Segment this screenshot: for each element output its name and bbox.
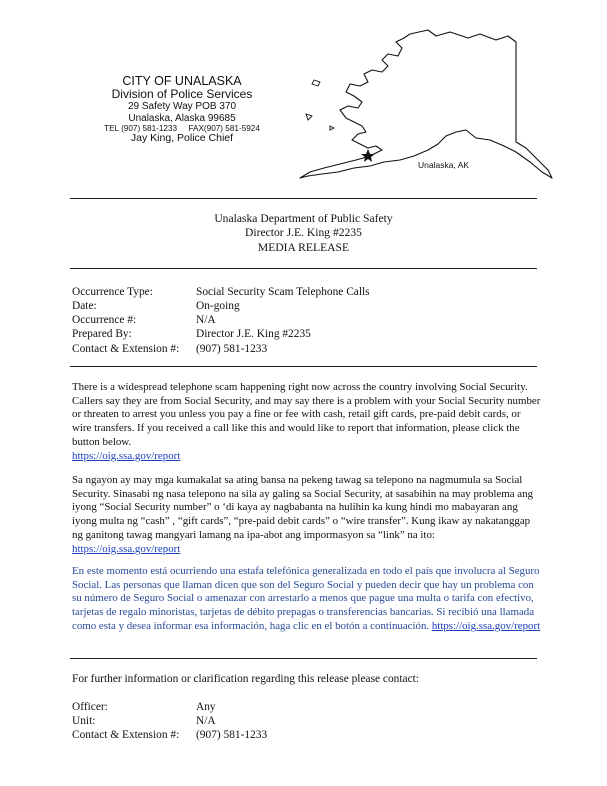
detail-row [72,299,370,313]
detail-row [72,285,370,299]
tagalog-text: Sa ngayon ay may mga kumakalat sa ating bansa na pekeng tawag sa telepono na nagmumula sa Social Security. Sinasabi ng nasa telepono na sila ay galing sa Social Security, at sasabihin na may problema ang iyong “Social Security number” o ‘di kaya ay nagbabanta na hulihin ka kung hindi mo mabayaran ang iyong multa ng “cash” , “gift cards”, “pre-paid debit cards” o “wire transfer”. Kung ikaw ay nakatanggap ng ganitong tawag mangyari lamang na ipa-abot ang impormasyon sa “link” na ito: [72,474,539,541]
contact-label: Contact & Extension #: [72,729,180,742]
detail-row [72,342,370,356]
contact-intro: For further information or clarification regarding this release please contact: [72,673,419,685]
contact-label: Officer: [72,701,108,713]
spanish-paragraph [72,565,542,634]
detail-value: Director J.E. King #2235 [196,328,311,341]
divider [70,268,537,269]
contact-details [72,700,267,742]
city-name: CITY OF UNALASKA [122,74,242,88]
detail-label: Occurrence Type: [72,286,153,298]
divider [70,366,537,367]
detail-row [72,313,370,327]
release-header [70,212,537,255]
report-link[interactable]: https://oig.ssa.gov/report [431,619,541,632]
detail-label: Contact & Extension #: [72,342,180,355]
police-chief: Jay King, Police Chief [130,132,234,144]
detail-label: Date: [72,300,97,313]
contact-value: Any [196,701,216,713]
contact-row [72,714,267,728]
contact-row [72,728,267,742]
report-link[interactable]: https://oig.ssa.gov/report [72,449,181,462]
contact-value: (907) 581-1233 [196,729,268,742]
address-line-2: Unalaska, Alaska 99685 [128,112,236,124]
detail-value: (907) 581-1233 [196,342,268,355]
contact-value: N/A [196,715,216,728]
detail-value: N/A [196,314,216,327]
contact-row [72,700,267,714]
detail-row [72,327,370,341]
director-name: Director J.E. King #2235 [245,226,362,240]
release-type: MEDIA RELEASE [257,240,350,254]
report-link[interactable]: https://oig.ssa.gov/report [72,542,181,555]
detail-value: On-going [196,300,240,313]
letterhead [82,74,282,145]
spanish-text: En este momento está ocurriendo una estafa telefónica generalizada en todo el país que involucra al Seguro Social. Las personas que llaman dicen que son del Seguro Social y pueden decir que hay un problema con su número de Seguro Social o amenazar con arrestarlo a menos que pague una multa o tarifa con efectivo, tarjetas de regalo minoristas, tarjetas de débito prepagas o transferencias bancarias. Si recibió una llamada como esta y desea informar esa información, haga clic en el botón a continuación. [72,565,540,632]
contact-label: Unit: [72,715,96,728]
phone-fax: TEL (907) 581-1233 FAX(907) 581-5924 [104,123,260,133]
map-label: Unalaska, AK [418,160,470,170]
divider [70,658,537,659]
department-name: Unalaska Department of Public Safety [214,212,393,225]
alaska-map-icon [290,22,560,182]
division-name: Division of Police Services [111,87,253,101]
divider [70,198,537,199]
english-text: There is a widespread telephone scam happening right now across the country involving Social Security. Callers say they are from Social Security, and may say there is a problem with your Social Security number or threaten to arrest you unless you pay a fine or fee with cash, retail gift cards, pre-paid debit cards, or wire transfers. If you received a call like this and would like to report that information, please click the button below. [72,381,541,448]
tagalog-paragraph [72,474,542,556]
english-paragraph [72,381,542,463]
address-line-1: 29 Safety Way POB 370 [127,101,237,113]
detail-label: Prepared By: [72,328,132,341]
detail-value: Social Security Scam Telephone Calls [196,286,370,298]
occurrence-details [72,285,370,356]
detail-label: Occurrence #: [72,314,137,327]
